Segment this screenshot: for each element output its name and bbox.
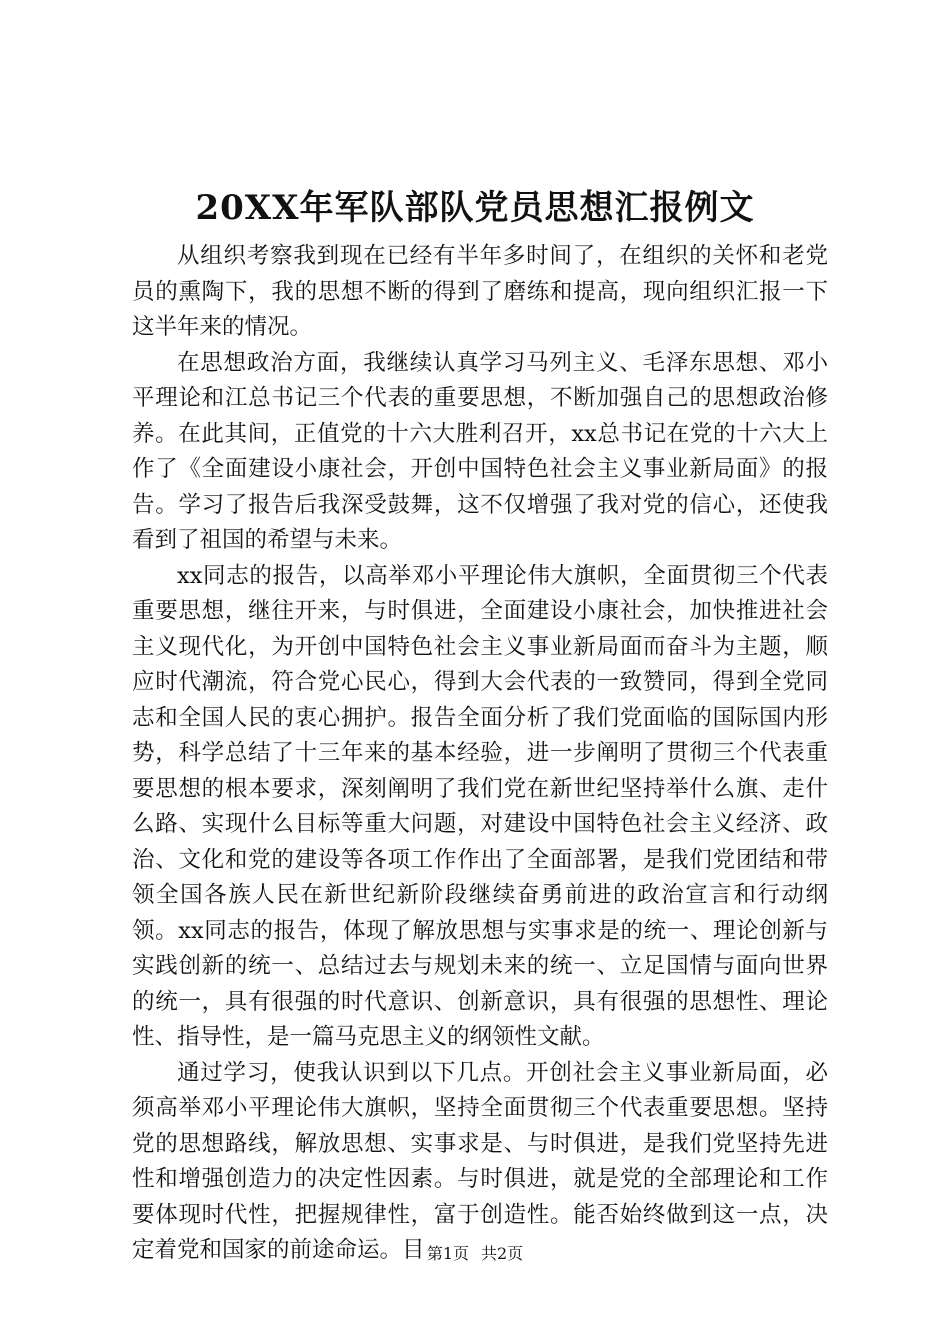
document-title: 20XX年军队部队党员思想汇报例文 <box>195 188 755 228</box>
page-number-current: 第1页 <box>426 1244 469 1263</box>
paragraph-2: 在思想政治方面，我继续认真学习马列主义、毛泽东思想、邓小平理论和江总书记三个代表的重要思想，不断加强自己的思想政治修养。在此其间，正值党的十六大胜利召开，xx总书记在党的十六大上作了《全面建设小康社会，开创中国特色社会主义事业新局面》的报告。学习了报告后我深受鼓舞，这不仅增强了我对党的信心，还使我看到了祖国的希望与未来。 <box>132 349 828 553</box>
page-footer <box>0 1243 950 1265</box>
paragraph-3: xx同志的报告，以高举邓小平理论伟大旗帜，全面贯彻三个代表重要思想，继往开来，与时俱进，全面建设小康社会，加快推进社会主义现代化，为开创中国特色社会主义事业新局面而奋斗为主题，顺应时代潮流，符合党心民心，得到大会代表的一致赞同，得到全党同志和全国人民的衷心拥护。报告全面分析了我们党面临的国际国内形势，科学总结了十三年来的基本经验，进一步阐明了贯彻三个代表重要思想的根本要求，深刻阐明了我们党在新世纪坚持举什么旗、走什么路、实现什么目标等重大问题，对建设中国特色社会主义经济、政治、文化和党的建设等各项工作作出了全面部署，是我们党团结和带领全国各族人民在新世纪新阶段继续奋勇前进的政治宣言和行动纲领。xx同志的报告，体现了解放思想与实事求是的统一、理论创新与实践创新的统一、总结过去与规划未来的统一、立足国情与面向世界的统一，具有很强的时代意识、创新意识，具有很强的思想性、理论性、指导性，是一篇马克思主义的纲领性文献。 <box>132 562 828 1050</box>
paragraph-1: 从组织考察我到现在已经有半年多时间了，在组织的关怀和老党员的熏陶下，我的思想不断的得到了磨练和提高，现向组织汇报一下这半年来的情况。 <box>132 243 828 340</box>
document-body <box>132 239 828 1269</box>
page-number-total: 共2页 <box>481 1244 524 1263</box>
paragraph-4: 通过学习，使我认识到以下几点。开创社会主义事业新局面，必须高举邓小平理论伟大旗帜，坚持全面贯彻三个代表重要思想。坚持党的思想路线，解放思想、实事求是、与时俱进，是我们党坚持先进性和增强创造力的决定性因素。与时俱进，就是党的全部理论和工作要体现时代性，把握规律性，富于创造性。能否始终做到这一点，决定着党和国家的前途命运。目 <box>132 1059 828 1263</box>
